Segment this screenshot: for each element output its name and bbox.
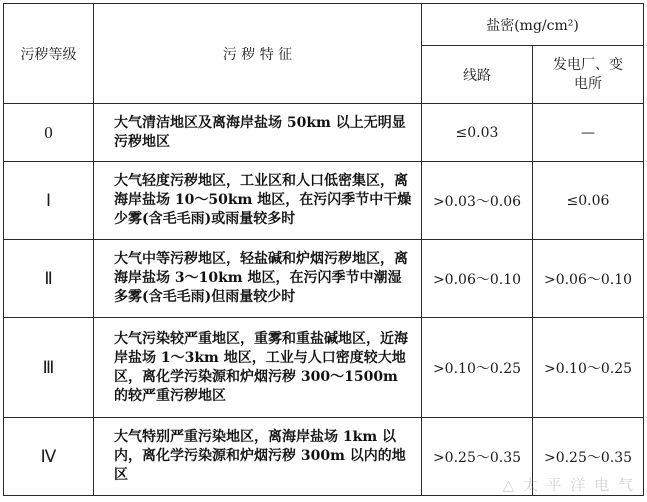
header-line: 线路 [422, 46, 533, 104]
table-row [4, 318, 644, 418]
table-row [4, 104, 644, 162]
grade-cell: Ⅲ [4, 318, 94, 418]
header-feature: 污 秽 特 征 [94, 4, 422, 104]
watermark: △ 太 平 洋 电 气 [502, 476, 635, 494]
station-density-cell: >0.06～0.10 [533, 240, 644, 318]
feature-cell: 大气特别严重污染地区，离海岸盐场 1km 以内，离化学污染源和炉烟污秽 300m 以内的地区 [94, 418, 422, 496]
grade-cell: 0 [4, 104, 94, 162]
station-density-cell: ≤0.06 [533, 162, 644, 240]
feature-cell: 大气中等污秽地区，轻盐碱和炉烟污秽地区，离海岸盐场 3～10km 地区，在污闪季节中潮湿多雾(含毛毛雨)但雨量较少时 [94, 240, 422, 318]
feature-cell: 大气污染较严重地区，重雾和重盐碱地区，近海岸盐场 1～3km 地区，工业与人口密度较大地区，离化学污染源和炉烟污秽 300～1500m 的较严重污秽地区 [94, 318, 422, 418]
header-station: 发电厂、变电所 [533, 46, 644, 104]
header-grade: 污秽等级 [4, 4, 94, 104]
line-density-cell: >0.03～0.06 [422, 162, 533, 240]
station-density-cell: >0.10～0.25 [533, 318, 644, 418]
table-row [4, 162, 644, 240]
pollution-grade-table [3, 3, 644, 496]
line-density-cell: >0.06～0.10 [422, 240, 533, 318]
line-density-cell: >0.25～0.35 [422, 418, 533, 496]
grade-cell: Ⅳ [4, 418, 94, 496]
feature-cell: 大气轻度污秽地区，工业区和人口低密集区，离海岸盐场 10～50km 地区，在污闪季节中干燥少雾(含毛毛雨)或雨量较多时 [94, 162, 422, 240]
grade-cell: Ⅰ [4, 162, 94, 240]
station-density-cell: — [533, 104, 644, 162]
header-salt-density: 盐密(mg/cm²) [422, 4, 644, 46]
document-page [3, 3, 643, 497]
station-density-cell: >0.25～0.35 [533, 418, 644, 496]
grade-cell: Ⅱ [4, 240, 94, 318]
line-density-cell: >0.10～0.25 [422, 318, 533, 418]
line-density-cell: ≤0.03 [422, 104, 533, 162]
table-row [4, 240, 644, 318]
feature-cell: 大气清洁地区及离海岸盐场 50km 以上无明显污秽地区 [94, 104, 422, 162]
